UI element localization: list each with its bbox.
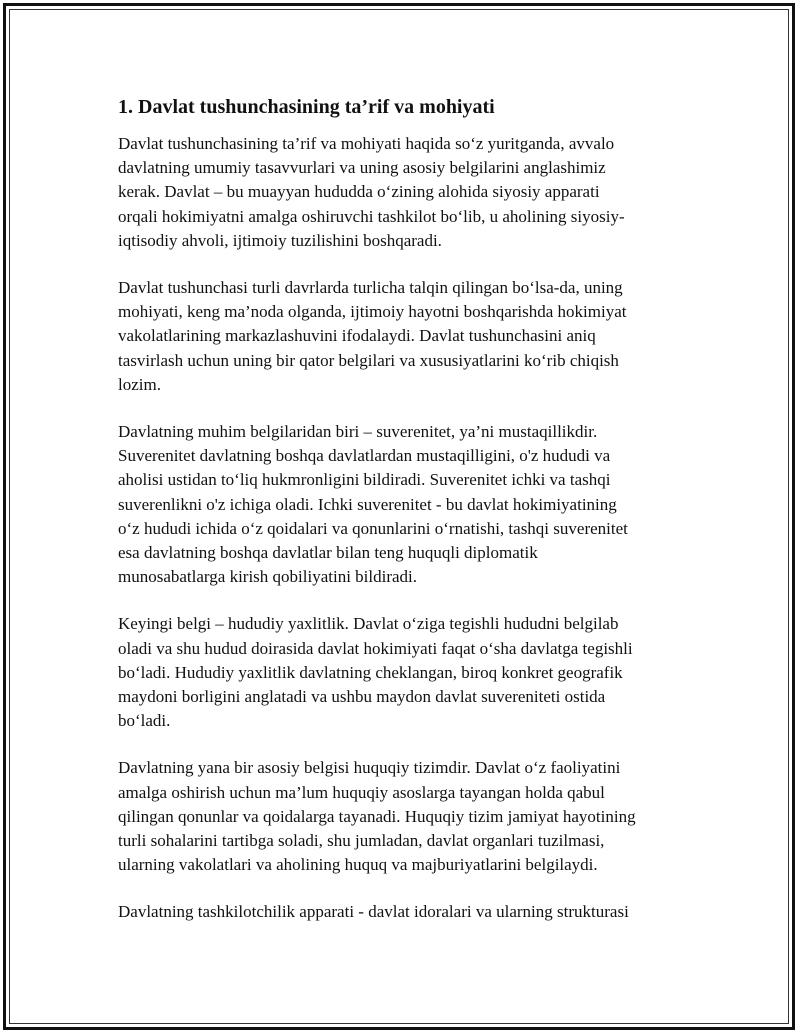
text-line: mohiyati, keng ma’noda olganda, ijtimoiy hayotni boshqarishda hokimiyat <box>118 302 627 322</box>
text-line: maydoni borligini anglatadi va ushbu maydon davlat suvereniteti ostida <box>118 687 606 707</box>
text-line: orqali hokimiyatni amalga oshiruvchi tashkilot bo‘lib, u aholining siyosiy- <box>118 206 625 226</box>
paragraph-5 <box>118 756 688 877</box>
text-line: Davlatning tashkilotchilik apparati - davlat idoralari va ularning strukturasi <box>118 902 629 922</box>
text-line: davlatning umumiy tasavvurlari va uning asosiy belgilarini anglashimiz <box>118 158 606 178</box>
text-line: amalga oshirish uchun ma’lum huquqiy asoslarga tayangan holda qabul <box>118 782 605 802</box>
text-line: o‘z hududi ichida o‘z qoidalari va qonunlarini o‘rnatishi, tashqi suverenitet <box>118 518 628 538</box>
text-line: tasvirlash uchun uning bir qator belgilari va xususiyatlarini ko‘rib chiqish <box>118 350 619 370</box>
text-line: Suverenitet davlatning boshqa davlatlardan mustaqilligini, o'z hududi va <box>118 446 611 466</box>
text-line: qilingan qonunlar va qoidalarga tayanadi. Huquqiy tizim jamiyat hayotining <box>118 806 636 826</box>
text-line: Keyingi belgi – hududiy yaxlitlik. Davlat o‘ziga tegishli hududni belgilab <box>118 614 619 634</box>
text-line: lozim. <box>118 374 161 394</box>
paragraph-1 <box>118 132 688 253</box>
text-line: Davlat tushunchasining ta’rif va mohiyati haqida so‘z yuritganda, avvalo <box>118 134 615 153</box>
paragraph-3 <box>118 420 688 589</box>
text-line: iqtisodiy ahvoli, ijtimoiy tuzilishini boshqaradi. <box>118 230 442 250</box>
text-line: vakolatlarining markazlashuvini ifodalaydi. Davlat tushunchasini aniq <box>118 326 596 346</box>
text-line: suverenlikni o'z ichiga oladi. Ichki suverenitet - bu davlat hokimiyatining <box>118 494 617 514</box>
text-line: Davlatning muhim belgilaridan biri – suverenitet, ya’ni mustaqillikdir. <box>118 422 598 442</box>
section-heading: 1. Davlat tushunchasining ta’rif va mohiyati <box>118 96 495 118</box>
text-line: oladi va shu hudud doirasida davlat hokimiyati faqat o‘sha davlatga tegishli <box>118 638 633 658</box>
text-line: munosabatlarga kirish qobiliyatini bildiradi. <box>118 567 418 587</box>
text-line: esa davlatning boshqa davlatlar bilan teng huquqli diplomatik <box>118 543 538 563</box>
text-line: aholisi ustidan to‘liq hukmronligini bildiradi. Suverenitet ichki va tashqi <box>118 470 611 490</box>
text-line: bo‘ladi. Hududiy yaxlitlik davlatning cheklangan, biroq konkret geografik <box>118 662 623 682</box>
text-line: bo‘ladi. <box>118 711 171 731</box>
paragraph-4 <box>118 612 688 733</box>
text-line: turli sohalarini tartibga soladi, shu jumladan, davlat organlari tuzilmasi, <box>118 831 605 851</box>
text-line: Davlatning yana bir asosiy belgisi huquqiy tizimdir. Davlat o‘z faoliyatini <box>118 758 621 778</box>
text-line: Davlat tushunchasi turli davrlarda turlicha talqin qilingan bo‘lsa-da, uning <box>118 278 623 298</box>
text-line: kerak. Davlat – bu muayyan hududda o‘zining alohida siyosiy apparati <box>118 182 600 202</box>
paragraph-2 <box>118 276 688 397</box>
text-line: ularning vakolatlari va aholining huquq va majburiyatlarini belgilaydi. <box>118 855 598 875</box>
document-body <box>118 94 688 948</box>
paragraph-6 <box>118 900 688 924</box>
